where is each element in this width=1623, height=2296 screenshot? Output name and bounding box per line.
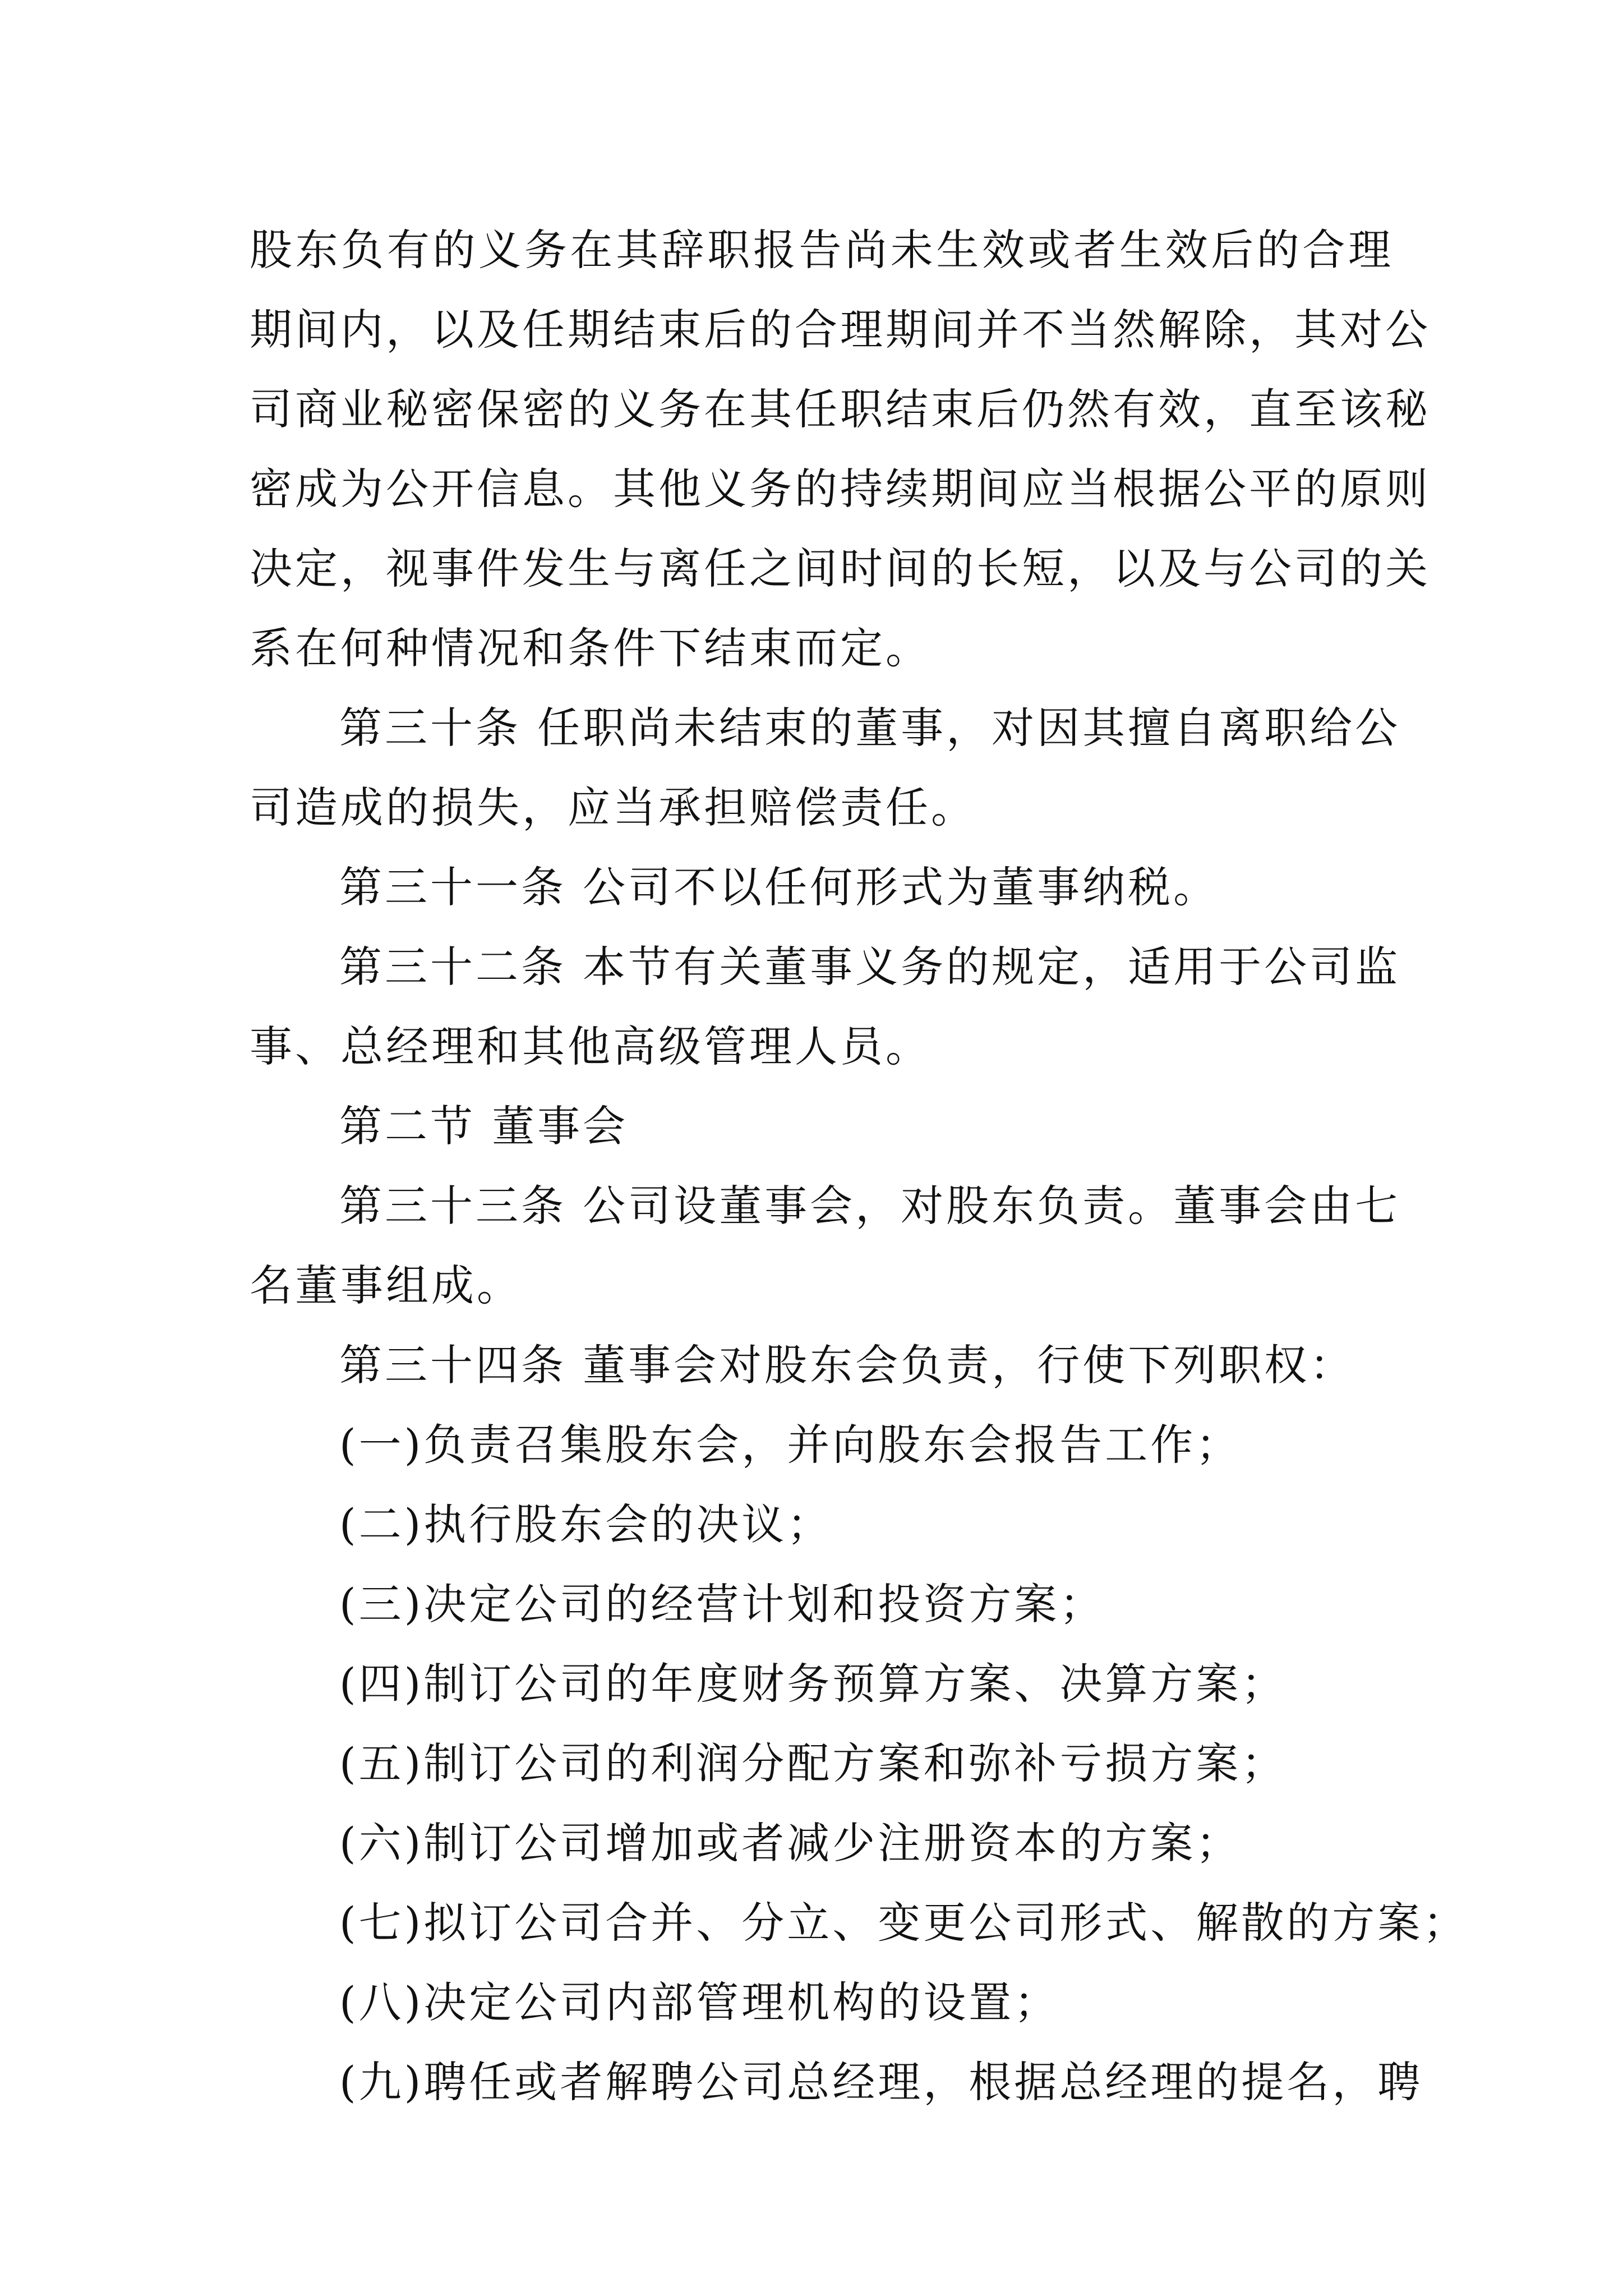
document-body <box>250 210 1469 2122</box>
text-line: 司造成的损失，应当承担赔偿责任。 <box>250 783 976 832</box>
article-34-line: 第三十四条 董事会对股东会负责，行使下列职权： <box>339 1340 1355 1390</box>
text-line: 决定，视事件发生与离任之间时间的长短，以及与公司的关 <box>250 544 1431 593</box>
article-31-line: 第三十一条 公司不以任何形式为董事纳税。 <box>339 862 1219 912</box>
text-line: 系在何种情况和条件下结束而定。 <box>250 623 931 673</box>
text-line: 名董事组成。 <box>250 1260 522 1310</box>
text-line: 司商业秘密保密的义务在其任职结束后仍然有效，直至该秘 <box>250 384 1431 434</box>
text-line: 密成为公开信息。其他义务的持续期间应当根据公平的原则 <box>250 464 1431 514</box>
text-line: 股东负有的义务在其辞职报告尚未生效或者生效后的合理 <box>250 225 1394 275</box>
list-item: (二)执行股东会的决议； <box>339 1499 833 1549</box>
list-item: (九)聘任或者解聘公司总经理，根据总经理的提名，聘 <box>339 2057 1423 2107</box>
text-line: 期间内，以及任期结束后的合理期间并不当然解除，其对公 <box>250 305 1431 355</box>
article-33-line: 第三十三条 公司设董事会，对股东负责。董事会由七 <box>339 1181 1401 1231</box>
list-item: (五)制订公司的利润分配方案和弥补亏损方案； <box>339 1738 1287 1788</box>
list-item: (四)制订公司的年度财务预算方案、决算方案； <box>339 1659 1287 1709</box>
article-30-line: 第三十条 任职尚未结束的董事，对因其擅自离职给公 <box>339 703 1401 753</box>
text-line: 事、总经理和其他高级管理人员。 <box>250 1022 931 1071</box>
list-item: (六)制订公司增加或者减少注册资本的方案； <box>339 1818 1242 1868</box>
section-heading: 第二节 董事会 <box>339 1101 629 1151</box>
list-item: (一)负责召集股东会，并向股东会报告工作； <box>339 1420 1242 1470</box>
article-32-line: 第三十二条 本节有关董事义务的规定，适用于公司监 <box>339 942 1401 992</box>
list-item: (三)决定公司的经营计划和投资方案； <box>339 1579 1105 1629</box>
list-item: (八)决定公司内部管理机构的设置； <box>339 1977 1060 2027</box>
list-item: (七)拟订公司合并、分立、变更公司形式、解散的方案； <box>339 1898 1469 1948</box>
